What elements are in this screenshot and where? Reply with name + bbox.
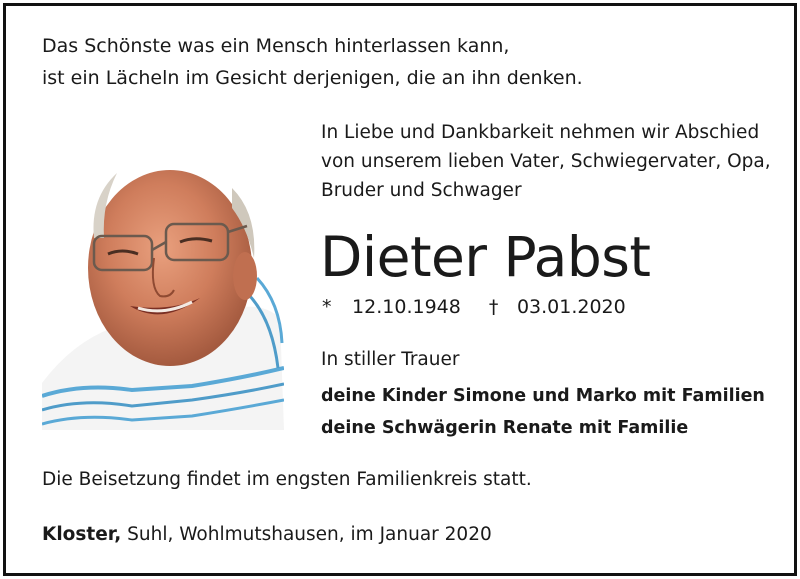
quote-line-1: Das Schönste was ein Mensch hinterlassen kann, xyxy=(42,35,510,57)
farewell-intro xyxy=(321,118,771,205)
mourner-line: deine Kinder Simone und Marko mit Familien xyxy=(321,386,765,406)
place-town: Kloster, xyxy=(42,524,122,545)
place-date-line xyxy=(42,519,492,551)
mourning-label: In stiller Trauer xyxy=(321,349,460,370)
intro-line-1: In Liebe und Dankbarkeit nehmen wir Abschied xyxy=(321,122,760,143)
birth-symbol: * xyxy=(322,296,332,318)
mourners-list xyxy=(321,380,765,444)
portrait-photo xyxy=(42,128,284,430)
death-date: 03.01.2020 xyxy=(516,296,626,318)
deceased-name: Dieter Pabst xyxy=(320,225,651,289)
intro-line-3: Bruder und Schwager xyxy=(321,180,522,201)
mourner-line: deine Schwägerin Renate mit Familie xyxy=(321,418,689,438)
quote-line-2: ist ein Lächeln im Gesicht derjenigen, die an ihn denken. xyxy=(42,67,583,89)
place-rest: Suhl, Wohlmutshausen, im Januar 2020 xyxy=(127,524,492,545)
cross-icon: † xyxy=(488,296,499,318)
birth-date: 12.10.1948 xyxy=(352,296,461,318)
memorial-quote xyxy=(42,30,583,94)
intro-line-2: von unserem lieben Vater, Schwiegervater, Opa, xyxy=(321,151,771,172)
life-dates xyxy=(322,291,626,323)
funeral-note: Die Beisetzung findet im engsten Familienkreis statt. xyxy=(42,469,532,490)
